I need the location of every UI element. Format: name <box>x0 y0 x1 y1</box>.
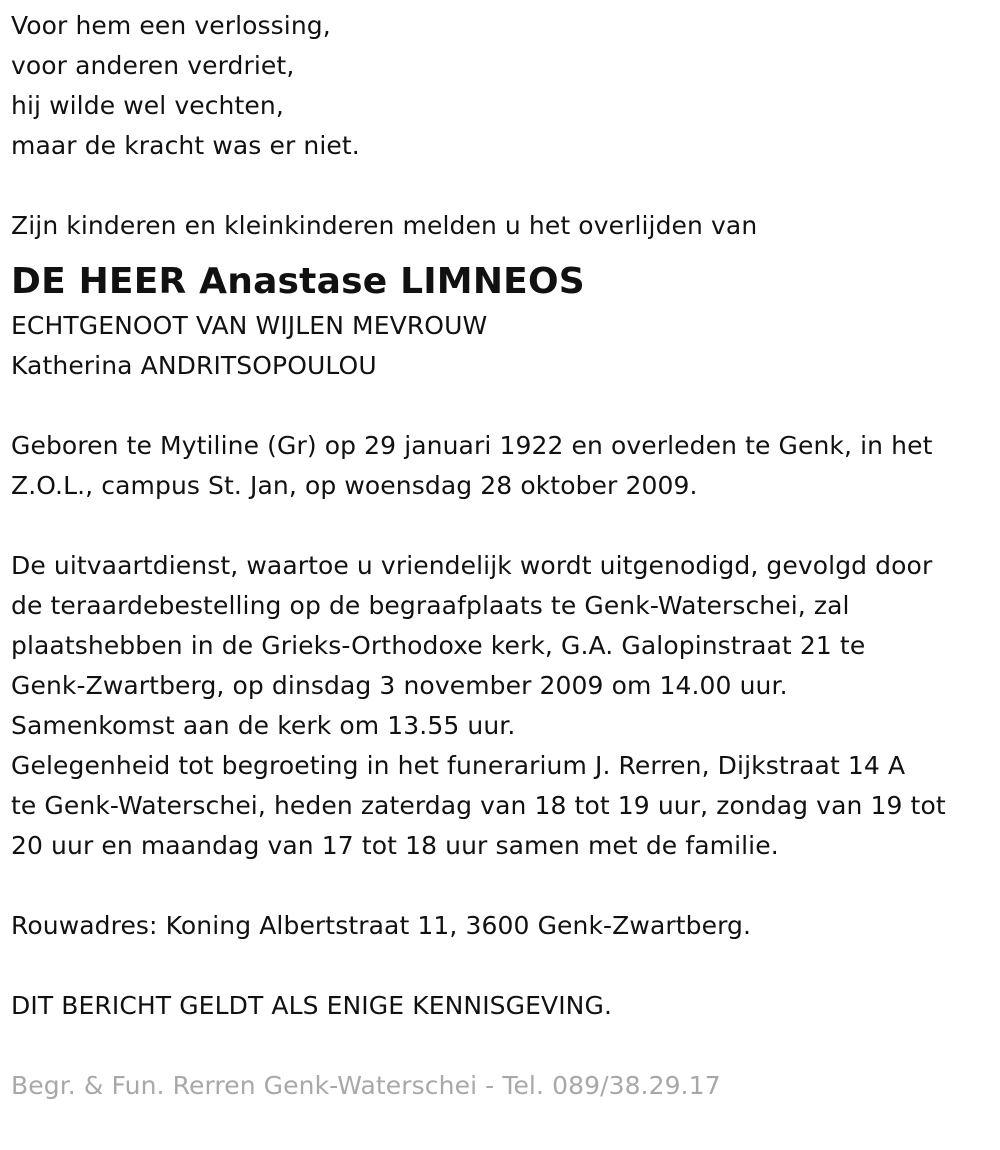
paragraph-line: 20 uur en maandag van 17 tot 18 uur samen met de familie. <box>11 831 779 860</box>
poem-line: Voor hem een verlossing, <box>11 11 331 40</box>
spacer <box>11 946 996 986</box>
obituary-notice <box>11 6 996 1106</box>
poem <box>11 6 996 166</box>
paragraph-line: Gelegenheid tot begroeting in het funerarium J. Rerren, Dijkstraat 14 A <box>11 751 906 780</box>
ceremony-paragraph <box>11 546 996 866</box>
poem-line: maar de kracht was er niet. <box>11 131 360 160</box>
paragraph-line: Genk-Zwartberg, op dinsdag 3 november 2009 om 14.00 uur. <box>11 671 788 700</box>
spacer <box>11 866 996 906</box>
funeral-home-footer: Begr. & Fun. Rerren Genk-Waterschei - Tel. 089/38.29.17 <box>11 1071 721 1100</box>
paragraph-line: de teraardebestelling op de begraafplaats te Genk-Waterschei, zal <box>11 591 850 620</box>
mourning-address: Rouwadres: Koning Albertstraat 11, 3600 Genk-Zwartberg. <box>11 911 752 940</box>
paragraph-line: Z.O.L., campus St. Jan, op woensdag 28 oktober 2009. <box>11 471 698 500</box>
paragraph-line: plaatshebben in de Grieks-Orthodoxe kerk, G.A. Galopinstraat 21 te <box>11 631 866 660</box>
poem-line: hij wilde wel vechten, <box>11 91 284 120</box>
deceased-block <box>11 258 996 386</box>
paragraph-line: Samenkomst aan de kerk om 13.55 uur. <box>11 711 516 740</box>
spouse-line: ECHTGENOOT VAN WIJLEN MEVROUW <box>11 311 488 340</box>
paragraph-line: De uitvaartdienst, waartoe u vriendelijk wordt uitgenodigd, gevolgd door <box>11 551 933 580</box>
spacer <box>11 386 996 426</box>
intro-text: Zijn kinderen en kleinkinderen melden u het overlijden van <box>11 211 758 240</box>
spouse-name: Katherina ANDRITSOPOULOU <box>11 351 377 380</box>
spacer <box>11 166 996 206</box>
spacer <box>11 506 996 546</box>
deceased-name: DE HEER Anastase LIMNEOS <box>11 261 585 302</box>
notice-text: DIT BERICHT GELDT ALS ENIGE KENNISGEVING. <box>11 991 612 1020</box>
birth-death-paragraph <box>11 426 996 506</box>
poem-line: voor anderen verdriet, <box>11 51 295 80</box>
paragraph-line: te Genk-Waterschei, heden zaterdag van 18 tot 19 uur, zondag van 19 tot <box>11 791 946 820</box>
paragraph-line: Geboren te Mytiline (Gr) op 29 januari 1922 en overleden te Genk, in het <box>11 431 933 460</box>
spacer <box>11 1026 996 1066</box>
